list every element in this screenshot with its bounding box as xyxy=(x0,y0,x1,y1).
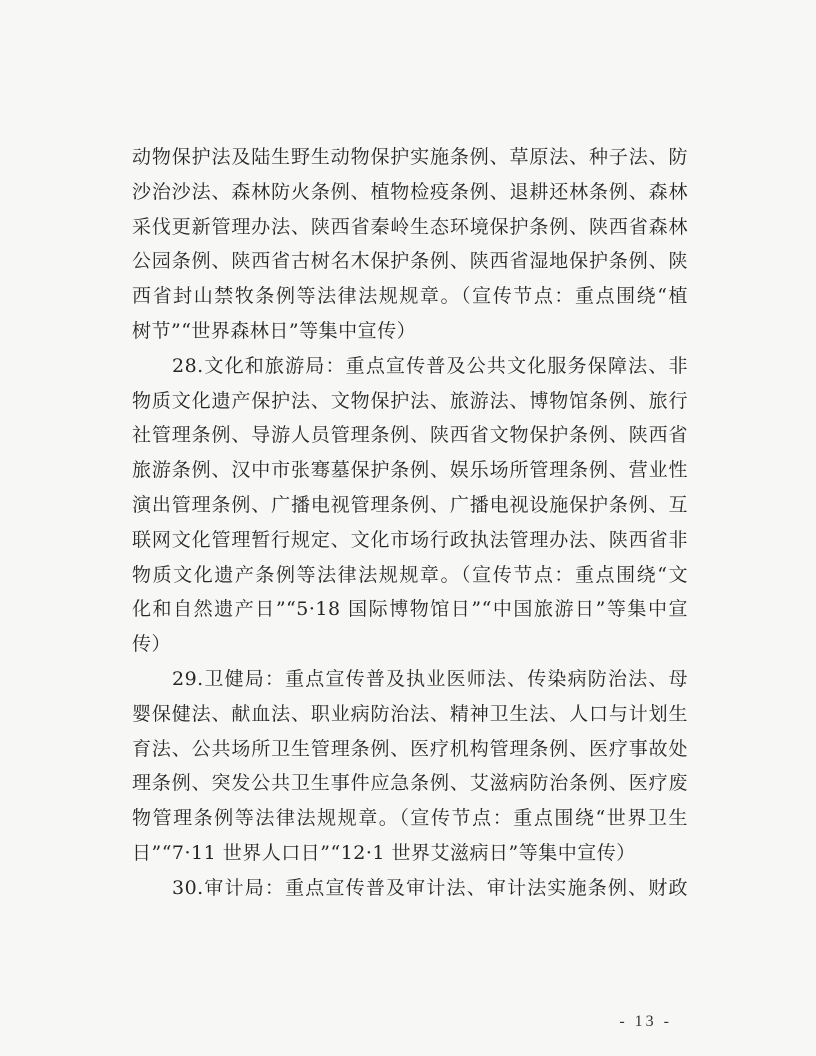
page-number: - 13 - xyxy=(619,1013,672,1030)
text-line: 28.文化和旅游局：重点宣传普及公共文化服务保障法、非 xyxy=(172,354,688,377)
text-line: 沙治沙法、森林防火条例、植物检疫条例、退耕还林条例、森林 xyxy=(132,180,688,203)
text-line: 物质文化遗产条例等法律法规规章。（宣传节点：重点围绕“文 xyxy=(132,563,688,586)
text-line: 动物保护法及陆生野生动物保护实施条例、草原法、种子法、防 xyxy=(132,146,688,168)
text-line: 物管理条例等法律法规规章。（宣传节点：重点围绕“世界卫生 xyxy=(132,807,688,830)
text-line: 婴保健法、献血法、职业病防治法、精神卫生法、人口与计划生 xyxy=(132,702,688,725)
text-line: 社管理条例、导游人员管理条例、陕西省文物保护条例、陕西省 xyxy=(132,424,688,447)
text-line: 西省封山禁牧条例等法律法规规章。（宣传节点：重点围绕“植 xyxy=(132,285,688,308)
text-line: 日”“7·11 世界人口日”“12·1 世界艾滋病日”等集中宣传） xyxy=(132,841,636,864)
body-text xyxy=(132,140,688,906)
text-line: 物质文化遗产保护法、文物保护法、旅游法、博物馆条例、旅行 xyxy=(132,389,688,412)
text-line: 理条例、突发公共卫生事件应急条例、艾滋病防治条例、医疗废 xyxy=(132,772,688,795)
text-line: 树节”“世界森林日”等集中宣传） xyxy=(132,319,417,342)
text-line: 29.卫健局：重点宣传普及执业医师法、传染病防治法、母 xyxy=(172,667,688,690)
text-line: 化和自然遗产日”“5·18 国际博物馆日”“中国旅游日”等集中宣 xyxy=(132,598,688,621)
text-line: 采伐更新管理办法、陕西省秦岭生态环境保护条例、陕西省森林 xyxy=(132,215,688,238)
text-line: 公园条例、陕西省古树名木保护条例、陕西省湿地保护条例、陕 xyxy=(132,250,688,273)
text-line: 联网文化管理暂行规定、文化市场行政执法管理办法、陕西省非 xyxy=(132,528,688,551)
text-line: 旅游条例、汉中市张骞墓保护条例、娱乐场所管理条例、营业性 xyxy=(132,459,688,482)
text-line: 传） xyxy=(132,633,172,656)
text-line: 演出管理条例、广播电视管理条例、广播电视设施保护条例、互 xyxy=(132,493,688,516)
text-line: 30.审计局：重点宣传普及审计法、审计法实施条例、财政 xyxy=(172,876,688,899)
text-line: 育法、公共场所卫生管理条例、医疗机构管理条例、医疗事故处 xyxy=(132,737,688,760)
